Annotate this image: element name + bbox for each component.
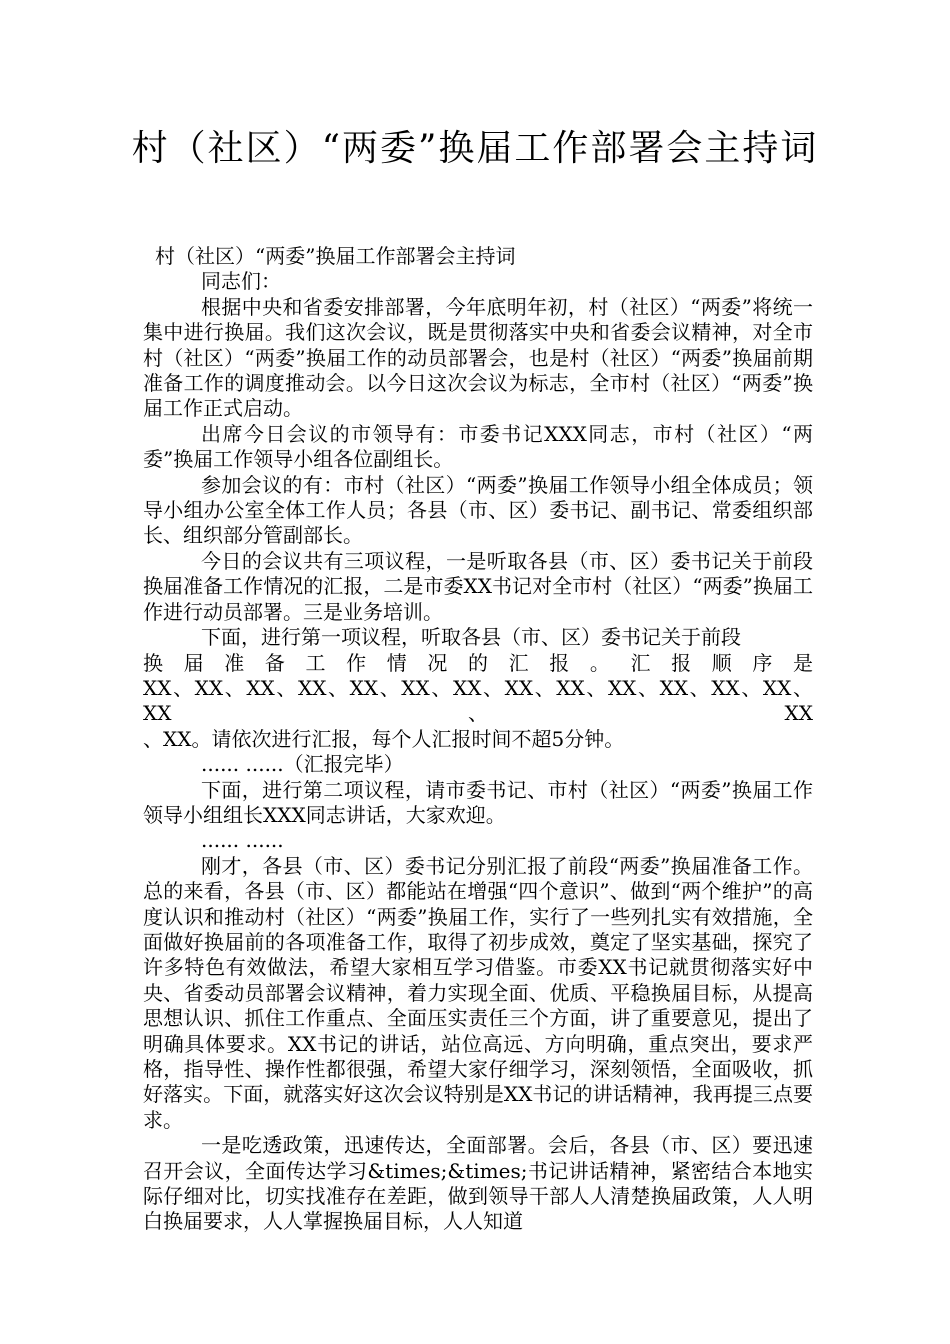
agenda1-line3: XX、XX、XX、XX、XX、XX、XX、XX、XX、XX、XX、XX、XX、XX、XX: [143, 675, 813, 726]
paragraph-participants: 参加会议的有：市村（社区）“两委”换届工作领导小组全体成员；领导小组办公室全体工作人员；各县（市、区）委书记、副书记、常委组织部长、组织部分管副部长。: [143, 472, 813, 548]
ellipsis-line: ...... ......: [201, 828, 284, 853]
paragraph-intro: 根据中央和省委安排部署，今年底明年初，村（社区）“两委”将统一集中进行换届。我们这次会议，既是贯彻落实中央和省委会议精神，对全市村（社区）“两委”换届工作的动员部署会，也是村（社区）“两委”换届前期准备工作的调度推动会。以今日这次会议为标志，全市村（社区）“两委”换届工作正式启动。: [143, 294, 813, 421]
agenda1-line4: 、XX。请依次进行汇报，每个人汇报时间不超5分钟。: [143, 726, 625, 751]
greeting: 同志们：: [201, 269, 281, 294]
paragraph-agenda: 今日的会议共有三项议程，一是听取各县（市、区）委书记关于前段换届准备工作情况的汇报，二是市委XX书记对全市村（社区）“两委”换届工作进行动员部署。三是业务培训。: [143, 548, 813, 624]
paragraph-summary: 刚才，各县（市、区）委书记分别汇报了前段“两委”换届准备工作。总的来看，各县（市、区）都能站在增强“四个意识”、做到“两个维护”的高度认识和推动村（社区）“两委”换届工作，实行了一些列扎实有效措施，全面做好换届前的各项准备工作，取得了初步成效，奠定了坚实基础，探究了许多特色有效做法，希望大家相互学习借鉴。市委XX书记就贯彻落实好中央、省委动员部署会议精神，着力实现全面、优质、平稳换届目标，从提高思想认识、抓住工作重点、全面压实责任三个方面，讲了重要意见，提出了明确具体要求。XX书记的讲话，站位高远、方向明确，重点突出，要求严格，指导性、操作性都很强，希望大家仔细学习，深刻领悟，全面吸收，抓好落实。下面，就落实好这次会议特别是XX书记的讲话精神，我再提三点要求。: [143, 853, 813, 1132]
paragraph-agenda2: 下面，进行第二项议程，请市委书记、市村（社区）“两委”换届工作领导小组组长XXX同志讲话，大家欢迎。: [143, 777, 813, 827]
report-done: ...... ......（汇报完毕）: [201, 752, 404, 777]
document-body: [143, 244, 813, 1235]
agenda1-line1: 下面，进行第一项议程，听取各县（市、区）委书记关于前段: [201, 625, 741, 650]
document-title: 村（社区）“两委”换届工作部署会主持词: [131, 128, 819, 169]
agenda1-line2: 换届准备工作情况的汇报。汇报顺序是: [143, 650, 813, 675]
paragraph-point1: 一是吃透政策，迅速传达，全面部署。会后，各县（市、区）要迅速召开会议，全面传达学习&times;&times;书记讲话精神，紧密结合本地实际仔细对比，切实找准存在差距，做到领导干部人人清楚换届政策，人人明白换届要求，人人掌握换届目标，人人知道: [143, 1133, 813, 1234]
paragraph-attending-leaders: 出席今日会议的市领导有：市委书记XXX同志，市村（社区）“两委”换届工作领导小组各位副组长。: [143, 421, 813, 472]
document-subtitle: 村（社区）“两委”换届工作部署会主持词: [155, 244, 516, 268]
